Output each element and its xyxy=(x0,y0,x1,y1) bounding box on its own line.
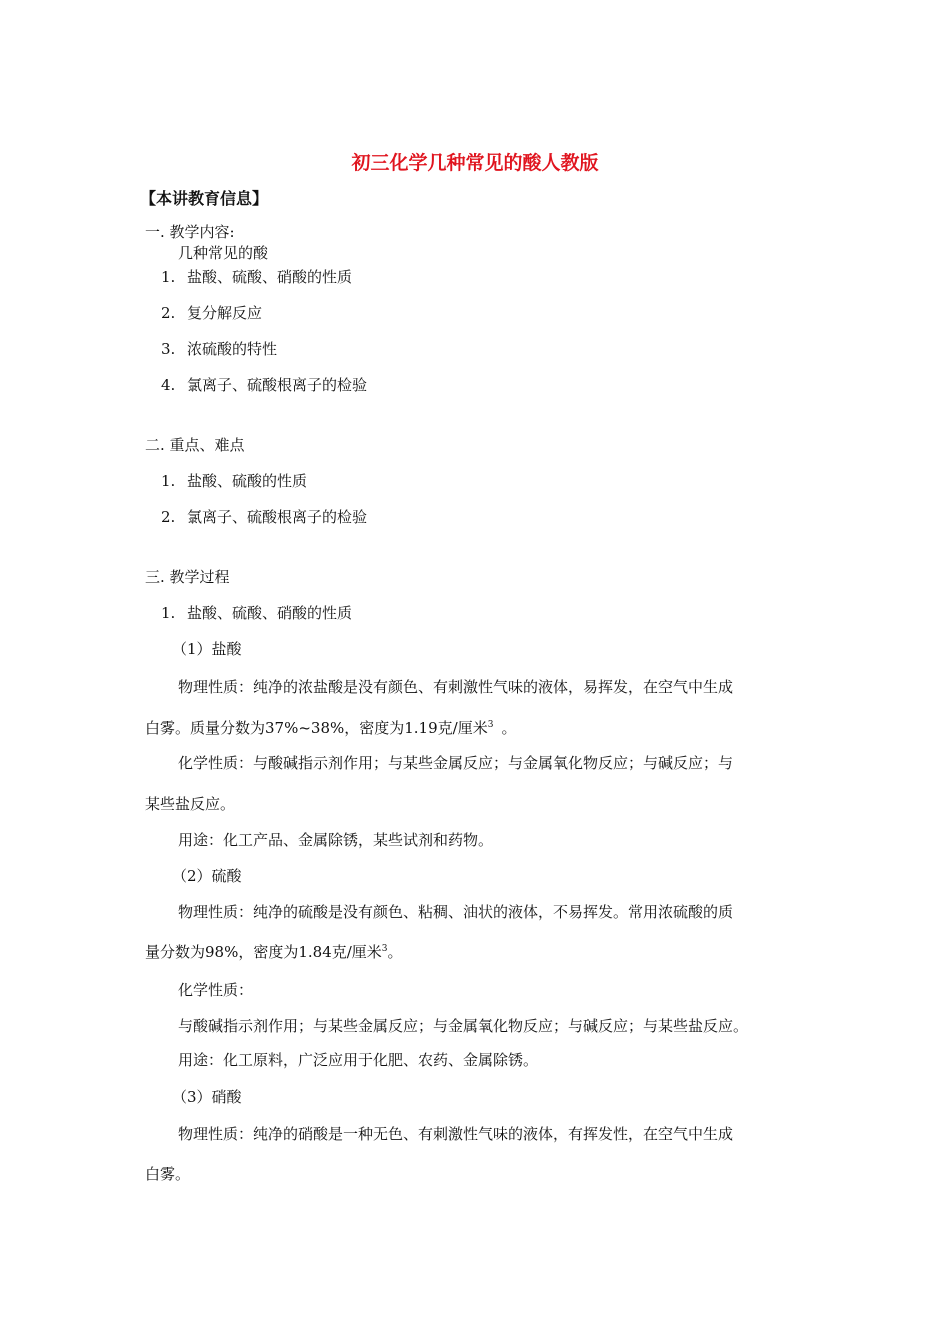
hcl-physical-line-2 xyxy=(145,718,516,738)
item-number: 1. xyxy=(161,268,176,286)
superscript: 3 xyxy=(381,944,388,954)
item-number: 2. xyxy=(161,304,176,322)
item-text: 盐酸、硫酸、硝酸的性质 xyxy=(187,604,353,622)
h2so4-physical-text: 量分数为98%，密度为1.84克/厘米 xyxy=(145,943,382,961)
section1-topic: 几种常见的酸 xyxy=(178,244,269,262)
info-heading: 【本讲教育信息】 xyxy=(140,189,269,208)
h2so4-chemical-label: 化学性质： xyxy=(178,981,254,999)
item-number: 2. xyxy=(161,508,176,526)
section1-item-1 xyxy=(161,267,352,287)
item-number: 4. xyxy=(161,376,176,394)
hno3-physical-line-1: 物理性质：纯净的硝酸是一种无色、有刺激性气味的液体，有挥发性，在空气中生成 xyxy=(178,1125,734,1143)
h2so4-physical-line-2 xyxy=(145,942,403,962)
section1-item-3 xyxy=(161,339,277,359)
hno3-physical-line-2: 白雾。 xyxy=(145,1165,191,1183)
item-number: 3. xyxy=(161,340,176,358)
h2so4-physical-line-1: 物理性质：纯净的硫酸是没有颜色、粘稠、油状的液体，不易挥发。常用浓硫酸的质 xyxy=(178,903,734,921)
hcl-label: （1）盐酸 xyxy=(172,640,242,658)
h2so4-label: （2）硫酸 xyxy=(172,867,242,885)
hno3-label: （3）硝酸 xyxy=(172,1088,242,1106)
item-text: 盐酸、硫酸的性质 xyxy=(187,472,308,490)
item-number: 1. xyxy=(161,604,176,622)
section1-item-4 xyxy=(161,375,367,395)
section3-item-1 xyxy=(161,603,352,623)
section3-label: 三. 教学过程 xyxy=(145,568,230,586)
hcl-physical-text: 白雾。质量分数为37%~38%，密度为1.19克/厘米 xyxy=(145,719,488,737)
hcl-physical-line-1: 物理性质：纯净的浓盐酸是没有颜色、有刺激性气味的液体，易挥发，在空气中生成 xyxy=(178,678,734,696)
h2so4-physical-end: 。 xyxy=(387,943,403,961)
h2so4-uses: 用途：化工原料，广泛应用于化肥、农药、金属除锈。 xyxy=(178,1051,539,1069)
section2-label: 二. 重点、难点 xyxy=(145,436,245,454)
item-number: 1. xyxy=(161,472,176,490)
hcl-uses: 用途：化工产品、金属除锈，某些试剂和药物。 xyxy=(178,831,494,849)
item-text: 氯离子、硫酸根离子的检验 xyxy=(187,508,368,526)
section2-item-2 xyxy=(161,507,367,527)
section1-label: 一. 教学内容: xyxy=(145,223,235,241)
superscript: 3 xyxy=(487,720,494,730)
h2so4-chemical-text: 与酸碱指示剂作用；与某些金属反应；与金属氧化物反应；与碱反应；与某些盐反应。 xyxy=(178,1017,749,1035)
document-title: 初三化学几种常见的酸人教版 xyxy=(351,152,599,174)
item-text: 浓硫酸的特性 xyxy=(187,340,278,358)
hcl-chemical-line-2: 某些盐反应。 xyxy=(145,795,236,813)
item-text: 盐酸、硫酸、硝酸的性质 xyxy=(187,268,353,286)
hcl-physical-end: 。 xyxy=(501,719,517,737)
section1-item-2 xyxy=(161,303,262,323)
hcl-chemical-line-1: 化学性质：与酸碱指示剂作用；与某些金属反应；与金属氧化物反应；与碱反应；与 xyxy=(178,754,734,772)
section2-item-1 xyxy=(161,471,307,491)
item-text: 氯离子、硫酸根离子的检验 xyxy=(187,376,368,394)
item-text: 复分解反应 xyxy=(187,304,263,322)
